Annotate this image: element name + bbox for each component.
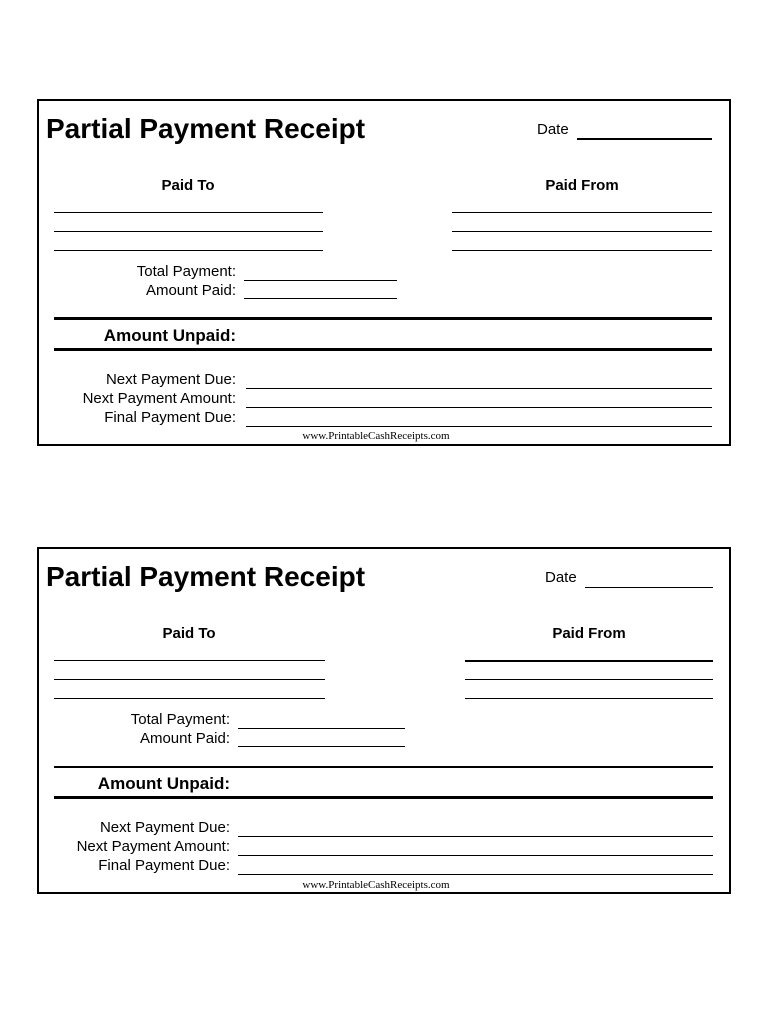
next-payment-due-label: Next Payment Due: bbox=[99, 819, 230, 836]
paid-to-line-1[interactable] bbox=[54, 212, 323, 213]
amount-paid-label: Amount Paid: bbox=[145, 282, 236, 299]
amount-unpaid-top-rule bbox=[54, 317, 712, 320]
receipt-title: Partial Payment Receipt bbox=[46, 113, 366, 144]
paid-from-line-3[interactable] bbox=[452, 250, 712, 251]
date-field-line[interactable] bbox=[585, 587, 713, 588]
amount-unpaid-label: Amount Unpaid: bbox=[103, 326, 236, 345]
next-payment-due-line[interactable] bbox=[238, 836, 713, 837]
date-label: Date bbox=[537, 121, 569, 138]
next-payment-amount-label: Next Payment Amount: bbox=[82, 390, 236, 407]
next-payment-amount-line[interactable] bbox=[238, 855, 713, 856]
receipt-2 bbox=[37, 547, 731, 894]
next-payment-due-label: Next Payment Due: bbox=[105, 371, 236, 388]
final-payment-due-line[interactable] bbox=[246, 426, 712, 427]
paid-from-line-1[interactable] bbox=[452, 212, 712, 213]
amount-unpaid-top-rule bbox=[54, 766, 713, 768]
receipt-title: Partial Payment Receipt bbox=[46, 561, 366, 592]
total-payment-line[interactable] bbox=[238, 728, 405, 729]
paid-from-line-3[interactable] bbox=[465, 698, 713, 699]
amount-unpaid-bottom-rule bbox=[54, 348, 712, 351]
receipt-1 bbox=[37, 99, 731, 446]
next-payment-due-line[interactable] bbox=[246, 388, 712, 389]
amount-paid-line[interactable] bbox=[238, 746, 405, 747]
website-footer: www.PrintableCashReceipts.com bbox=[302, 430, 450, 442]
final-payment-due-line[interactable] bbox=[238, 874, 713, 875]
paid-from-line-1[interactable] bbox=[465, 660, 713, 662]
paid-to-label: Paid To bbox=[162, 625, 216, 642]
date-field-line[interactable] bbox=[577, 138, 712, 140]
paid-from-line-2[interactable] bbox=[465, 679, 713, 680]
amount-unpaid-bottom-rule bbox=[54, 796, 713, 799]
total-payment-label: Total Payment: bbox=[130, 711, 230, 728]
paid-from-label: Paid From bbox=[545, 177, 619, 194]
paid-from-label: Paid From bbox=[552, 625, 626, 642]
paid-to-label: Paid To bbox=[161, 177, 215, 194]
website-footer: www.PrintableCashReceipts.com bbox=[302, 879, 450, 891]
next-payment-amount-line[interactable] bbox=[246, 407, 712, 408]
amount-unpaid-label: Amount Unpaid: bbox=[97, 774, 230, 793]
next-payment-amount-label: Next Payment Amount: bbox=[76, 838, 230, 855]
total-payment-line[interactable] bbox=[244, 280, 397, 281]
paid-to-line-3[interactable] bbox=[54, 698, 325, 699]
amount-paid-line[interactable] bbox=[244, 298, 397, 299]
date-label: Date bbox=[545, 569, 577, 586]
paid-to-line-3[interactable] bbox=[54, 250, 323, 251]
paid-from-line-2[interactable] bbox=[452, 231, 712, 232]
paid-to-line-2[interactable] bbox=[54, 231, 323, 232]
total-payment-label: Total Payment: bbox=[136, 263, 236, 280]
final-payment-due-label: Final Payment Due: bbox=[98, 857, 230, 874]
paid-to-line-2[interactable] bbox=[54, 679, 325, 680]
final-payment-due-label: Final Payment Due: bbox=[104, 409, 236, 426]
paid-to-line-1[interactable] bbox=[54, 660, 325, 661]
amount-paid-label: Amount Paid: bbox=[139, 730, 230, 747]
